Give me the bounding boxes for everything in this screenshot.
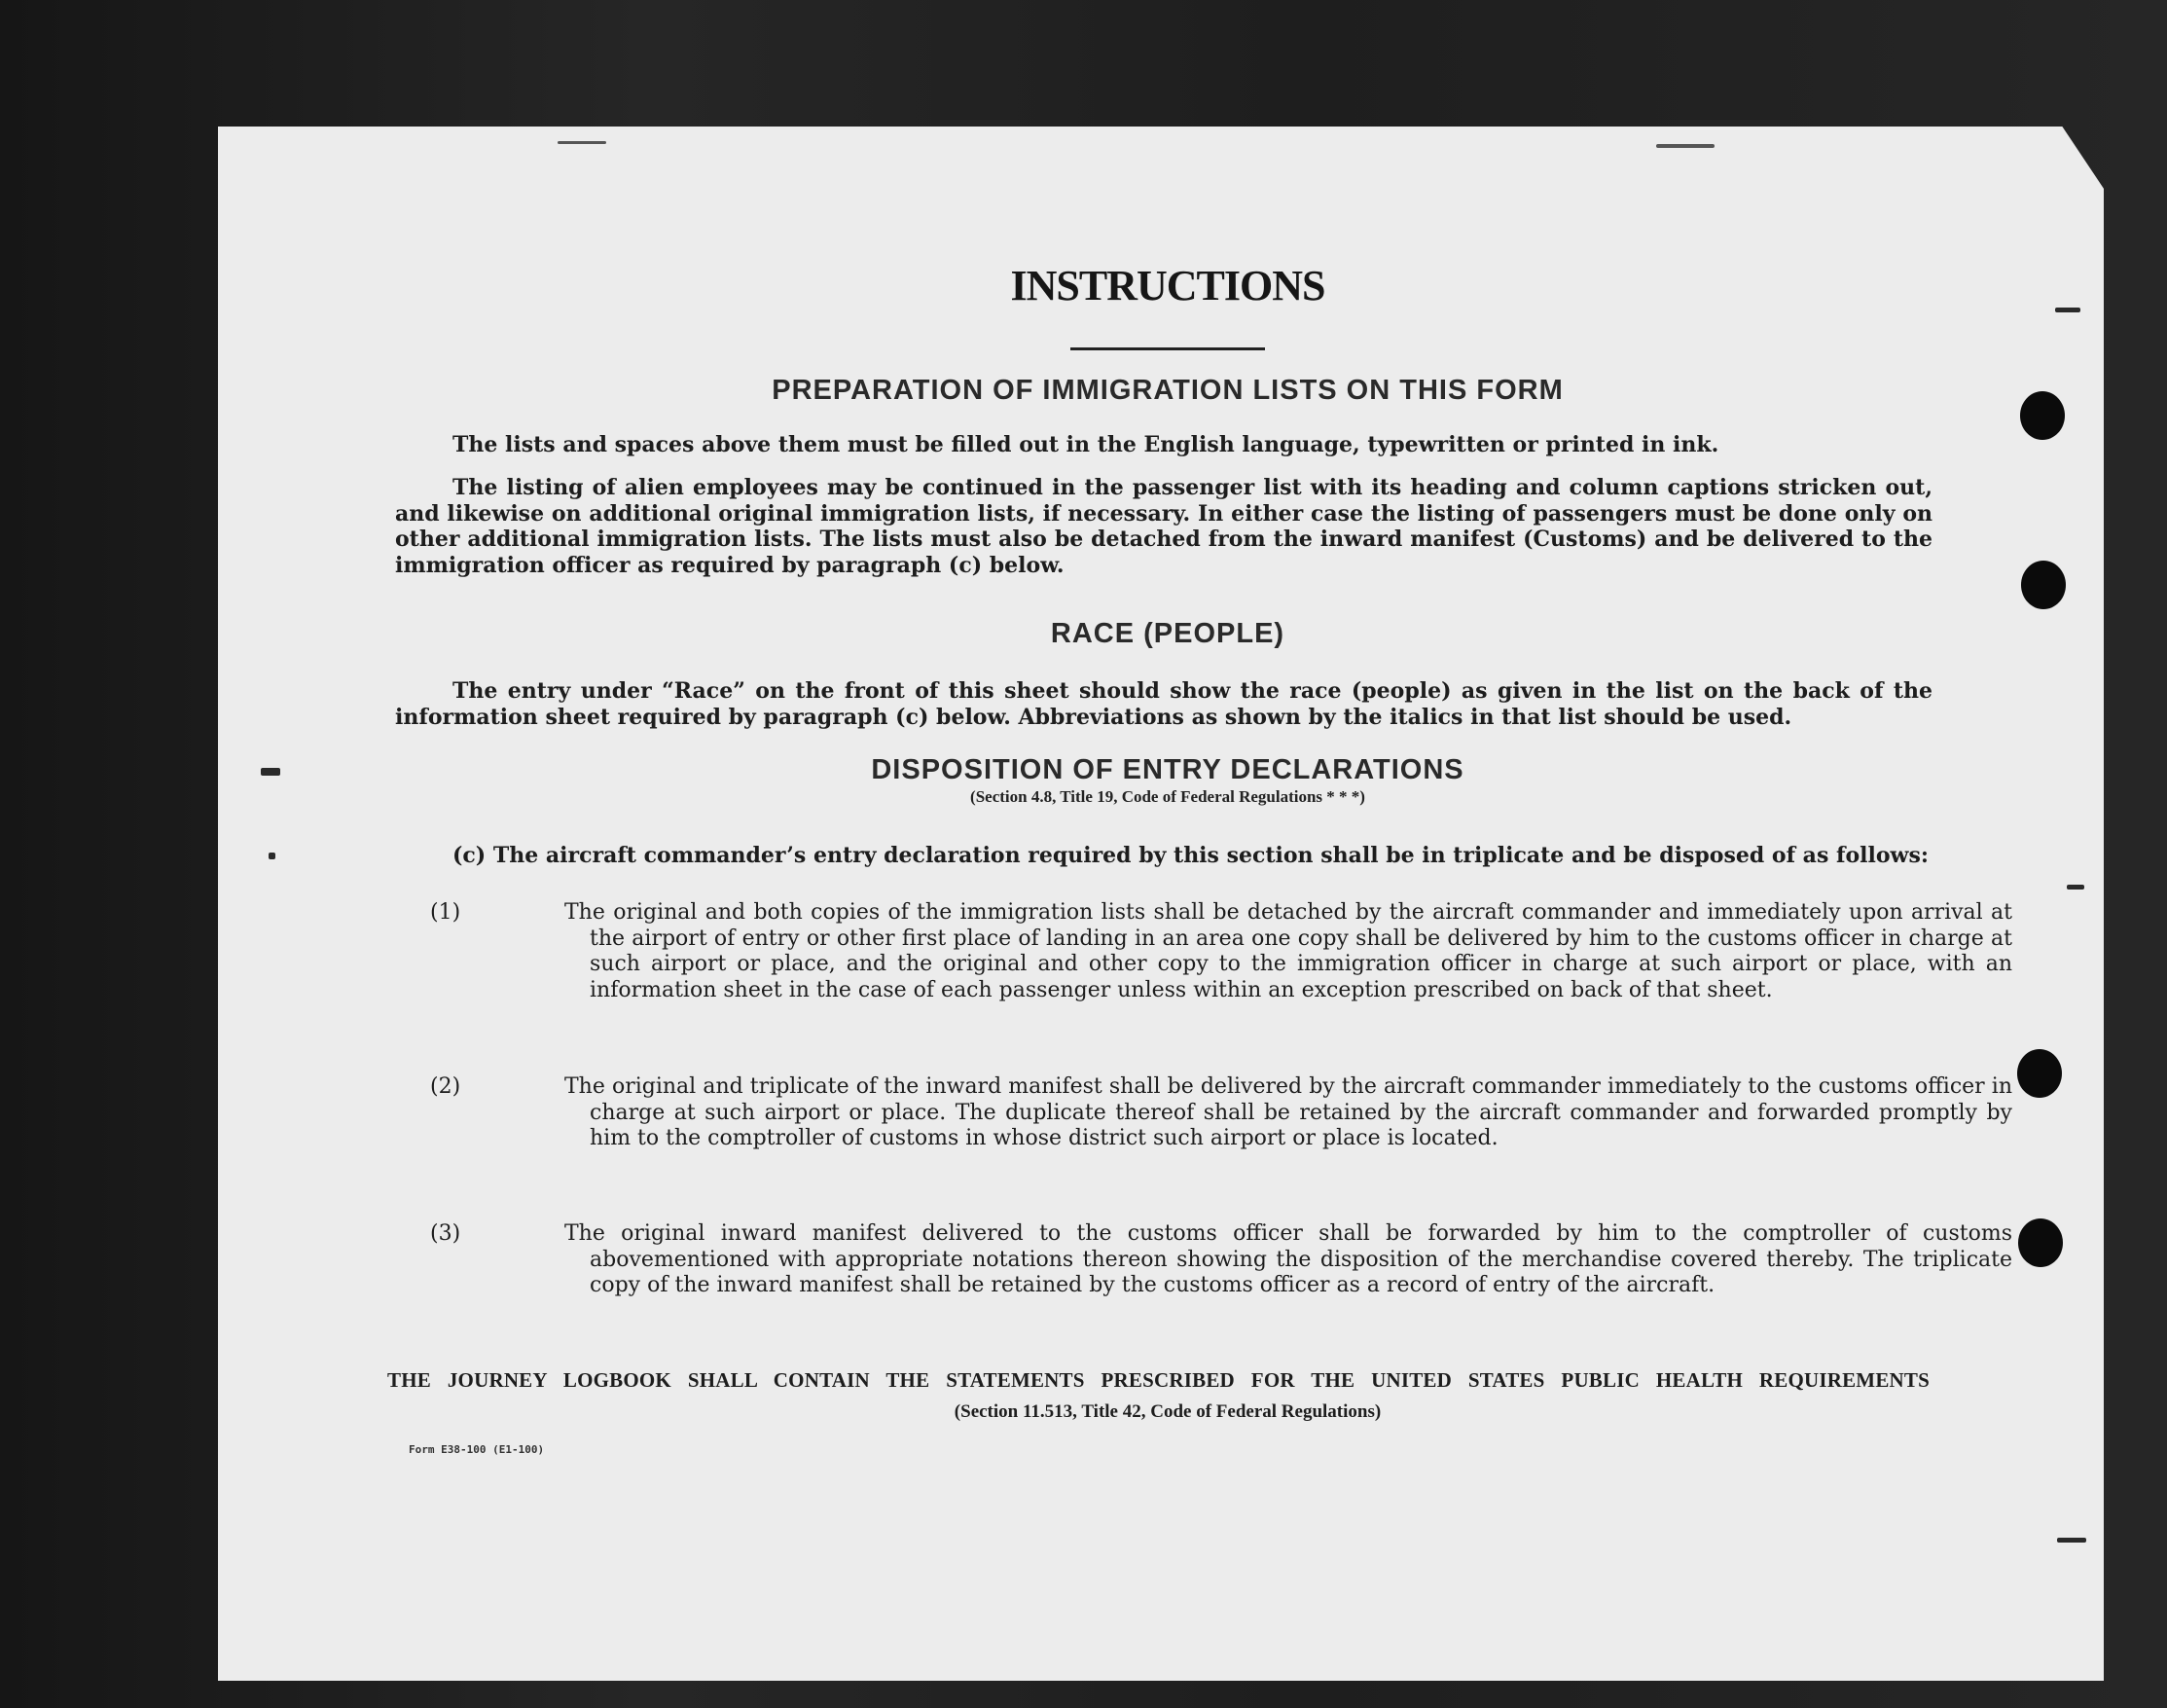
item-text: The original and both copies of the immigration lists shall be detached by the aircraft commander and immediately upon arrival at the airport of entry or other first place of landing in an area one copy shall be delivered by him to the customs officer in charge at such airport or place, and the original and other copy to the immigration officer in charge at such airport or place, with an information sheet in the case of each passenger unless within an exception prescribed on back of that sheet. <box>564 900 2012 1002</box>
punch-hole <box>2021 561 2066 609</box>
punch-hole <box>2020 391 2065 440</box>
title-divider <box>1070 347 1265 350</box>
form-number: Form E38-100 (E1-100) <box>409 1443 545 1456</box>
health-requirements-note: THE JOURNEY LOGBOOK SHALL CONTAIN THE STATEMENTS PRESCRIBED FOR THE UNITED STATES PUBLIC HEALTH REQUIREMENTS <box>387 1368 1930 1392</box>
item-number: (2) <box>430 1074 461 1099</box>
health-requirements-citation: (Section 11.513, Title 42, Code of Federal Regulations) <box>954 1401 1382 1422</box>
item-text: The original inward manifest delivered to the customs officer shall be forwarded by him to the comptroller of customs abovementioned with appropriate notations thereon showing the disposition of the merchandise covered thereby. The triplicate copy of the inward manifest shall be retained by the customs officer as a record of entry of the aircraft. <box>564 1221 2012 1297</box>
item-number: (3) <box>430 1221 461 1246</box>
section-heading-disposition: DISPOSITION OF ENTRY DECLARATIONS <box>871 754 1464 785</box>
scan-mark <box>558 141 606 144</box>
item-number: (1) <box>430 900 461 925</box>
disposition-item-2 <box>430 1074 2012 1152</box>
preparation-paragraph-2: The listing of alien employees may be continued in the passenger list with its heading and column captions stricken out, and likewise on additional original immigration lists, if necessary. In either case the listing of passengers must be done only on other additional immigration lists. The lists must also be detached from the inward manifest (Customs) and be delivered to the immigration officer as required by paragraph (c) below. <box>395 475 1932 578</box>
scan-mark <box>269 853 275 859</box>
disposition-item-1 <box>430 900 2012 1003</box>
disposition-citation: (Section 4.8, Title 19, Code of Federal Regulations * * *) <box>970 787 1365 806</box>
scan-mark <box>2057 1538 2086 1543</box>
page-title: INSTRUCTIONS <box>1010 262 1325 309</box>
disposition-intro: (c) The aircraft commander’s entry declaration required by this section shall be in triplicate and be disposed of as follows: <box>452 843 1929 868</box>
race-paragraph: The entry under “Race” on the front of this sheet should show the race (people) as given in the list on the back of the information sheet required by paragraph (c) below. Abbreviations as shown by the italics in that list should be used. <box>395 678 1932 730</box>
scan-mark <box>2055 308 2080 312</box>
punch-hole <box>2018 1218 2063 1267</box>
punch-hole <box>2017 1049 2062 1098</box>
preparation-paragraph-1: The lists and spaces above them must be filled out in the English language, typewritten or printed in ink. <box>452 432 1719 457</box>
item-text: The original and triplicate of the inward manifest shall be delivered by the aircraft commander immediately to the customs officer in charge at such airport or place. The duplicate thereof shall be retained by the aircraft commander and forwarded promptly by him to the comptroller of customs in whose district such airport or place is located. <box>564 1074 2012 1150</box>
section-heading-preparation: PREPARATION OF IMMIGRATION LISTS ON THIS FORM <box>772 375 1564 406</box>
scan-mark <box>2067 885 2084 890</box>
scan-mark <box>1656 144 1715 148</box>
section-heading-race: RACE (PEOPLE) <box>1050 618 1285 649</box>
scan-mark <box>261 768 280 776</box>
disposition-item-3 <box>430 1221 2012 1299</box>
